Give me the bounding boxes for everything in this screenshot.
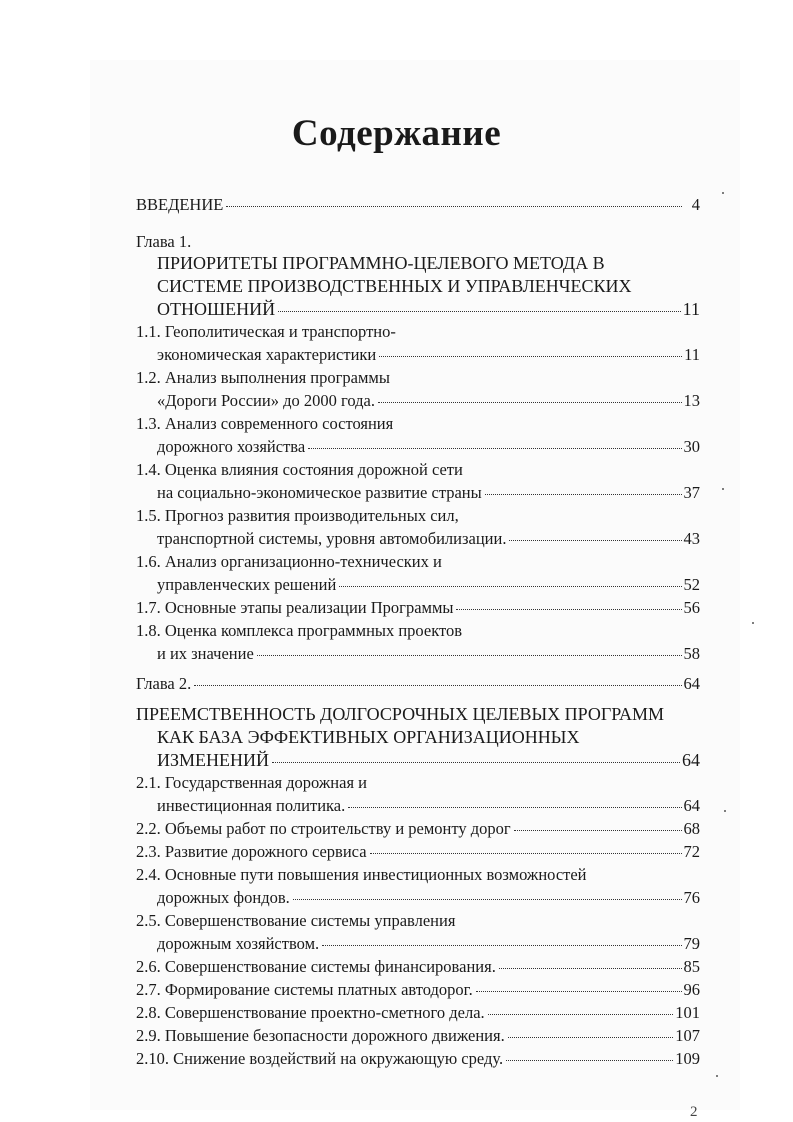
toc-entry[interactable] [136,193,700,217]
toc-entry-text: «Дороги России» до 2000 года. [157,391,375,410]
leader-dots [379,356,682,357]
table-of-contents [136,0,700,1122]
toc-entry-text: 2.4. Основные пути повышения инвестиционных возможностей [136,865,587,884]
toc-entry-text: дорожных фондов. [157,888,290,907]
toc-entry-page: 11 [682,299,700,319]
toc-entry-text: КАК БАЗА ЭФФЕКТИВНЫХ ОРГАНИЗАЦИОННЫХ [157,727,580,747]
toc-entry-page: 109 [675,1049,700,1068]
leader-dots [257,655,682,656]
toc-chapter-title [136,725,700,749]
toc-entry[interactable] [136,573,700,597]
toc-entry[interactable] [136,596,700,620]
toc-entry-page: 79 [683,934,700,953]
toc-entry-text: 1.8. Оценка комплекса программных проектов [136,621,463,640]
toc-entry-text: инвестиционная политика. [157,796,346,815]
toc-entry[interactable] [136,1001,700,1025]
leader-dots [476,991,682,992]
toc-entry-first-line [136,771,700,795]
leader-dots [514,830,682,831]
toc-entry-text: 2.7. Формирование системы платных автодорог. [136,980,473,999]
toc-entry[interactable] [136,978,700,1002]
toc-entry-page: 85 [683,957,700,976]
scan-speck [722,192,724,194]
page-number: 2 [690,1104,698,1120]
toc-entry-first-line [136,619,700,643]
leader-dots [339,586,681,587]
toc-entry-text: Глава 1. [136,232,192,251]
toc-entry-text: ИЗМЕНЕНИЙ [157,750,270,770]
toc-entry-first-line [136,412,700,436]
toc-entry-page: 64 [683,796,700,815]
toc-entry-text: дорожным хозяйством. [157,934,320,953]
leader-dots [272,762,680,763]
toc-entry-text: 2.8. Совершенствование проектно-сметного дела. [136,1003,485,1022]
toc-entry[interactable] [136,817,700,841]
toc-entry-text: Глава 2. [136,674,192,693]
toc-entry-text: 2.9. Повышение безопасности дорожного движения. [136,1026,505,1045]
toc-chapter-title [136,251,700,275]
toc-entry[interactable] [136,886,700,910]
scan-speck [716,1075,718,1077]
toc-entry-page: 13 [683,391,700,410]
toc-entry-text: на социально-экономическое развитие страны [157,483,482,502]
toc-entry[interactable] [136,435,700,459]
leader-dots [508,1037,674,1038]
scan-speck [722,488,724,490]
leader-dots [506,1060,673,1061]
toc-entry[interactable] [136,297,700,321]
leader-dots [194,685,681,686]
toc-entry-text: 1.1. Геополитическая и транспортно- [136,322,396,341]
leader-dots [378,402,682,403]
toc-entry-page: 56 [683,598,700,617]
toc-entry-text: 2.10. Снижение воздействий на окружающую среду. [136,1049,504,1068]
toc-entry-text: дорожного хозяйства [157,437,306,456]
toc-entry-first-line [136,458,700,482]
toc-chapter-title [136,274,700,298]
toc-entry[interactable] [136,1047,700,1071]
toc-entry-text: 1.4. Оценка влияния состояния дорожной сети [136,460,463,479]
leader-dots [278,311,681,312]
toc-entry-text: экономическая характеристики [157,345,377,364]
toc-entry-text: и их значение [157,644,254,663]
toc-entry-text: ПРИОРИТЕТЫ ПРОГРАММНО-ЦЕЛЕВОГО МЕТОДА В [157,253,605,273]
toc-entry-page: 68 [683,819,700,838]
toc-entry[interactable] [136,932,700,956]
toc-entry-page: 107 [675,1026,700,1045]
toc-entry[interactable] [136,1024,700,1048]
toc-entry-first-line [136,320,700,344]
toc-entry-page: 64 [683,674,700,693]
toc-entry[interactable] [136,794,700,818]
toc-entry-page: 101 [675,1003,700,1022]
scan-speck [752,622,754,624]
toc-entry-text: 2.5. Совершенствование системы управления [136,911,456,930]
toc-entry-first-line [136,550,700,574]
toc-entry-text: ВВЕДЕНИЕ [136,195,224,214]
toc-entry-page: 43 [683,529,700,548]
toc-entry[interactable] [136,343,700,367]
toc-entry-text: 1.6. Анализ организационно-технических и [136,552,442,571]
toc-entry[interactable] [136,748,700,772]
toc-entry-page: 64 [682,750,700,770]
leader-dots [348,807,681,808]
toc-entry-page: 52 [683,575,700,594]
toc-entry-text: управленческих решений [157,575,337,594]
toc-entry-text: 2.2. Объемы работ по строительству и ремонту дорог [136,819,511,838]
toc-entry-page: 11 [684,345,700,364]
toc-entry-page: 76 [683,888,700,907]
toc-entry-text: 1.3. Анализ современного состояния [136,414,394,433]
toc-entry-text: 2.3. Развитие дорожного сервиса [136,842,367,861]
leader-dots [509,540,681,541]
toc-entry[interactable] [136,527,700,551]
toc-entry-page: 58 [683,644,700,663]
leader-dots [322,945,681,946]
toc-entry-first-line [136,909,700,933]
toc-entry-first-line [136,366,700,390]
page-title: Содержание [291,113,502,154]
toc-entry-first-line [136,504,700,528]
toc-entry[interactable] [136,672,700,696]
scan-speck [724,810,726,812]
toc-entry[interactable] [136,481,700,505]
toc-entry-page: 37 [683,483,700,502]
leader-dots [499,968,682,969]
leader-dots [293,899,682,900]
leader-dots [370,853,682,854]
toc-entry-text: 1.7. Основные этапы реализации Программы [136,598,454,617]
leader-dots [226,206,682,207]
toc-entry-page: 96 [683,980,700,999]
toc-entry[interactable] [136,642,700,666]
toc-entry-text: 1.2. Анализ выполнения программы [136,368,390,387]
toc-entry[interactable] [136,840,700,864]
toc-entry-text: 2.1. Государственная дорожная и [136,773,367,792]
toc-entry-page: 72 [683,842,700,861]
toc-entry-text: СИСТЕМЕ ПРОИЗВОДСТВЕННЫХ И УПРАВЛЕНЧЕСКИХ [157,276,632,296]
leader-dots [456,609,681,610]
toc-entry-first-line [136,863,700,887]
toc-entry-page: 30 [683,437,700,456]
toc-entry-page: 4 [691,195,700,214]
toc-entry-text: 2.6. Совершенствование системы финансирования. [136,957,496,976]
toc-entry-text: транспортной системы, уровня автомобилизации. [157,529,507,548]
toc-entry-text: 1.5. Прогноз развития производительных сил, [136,506,459,525]
leader-dots [308,448,681,449]
toc-entry-text: ОТНОШЕНИЙ [157,299,276,319]
toc-entry-text: ПРЕЕМСТВЕННОСТЬ ДОЛГОСРОЧНЫХ ЦЕЛЕВЫХ ПРОГРАММ [136,704,665,724]
toc-entry[interactable] [136,389,700,413]
leader-dots [488,1014,674,1015]
toc-chapter-title [136,702,700,726]
leader-dots [485,494,682,495]
toc-entry[interactable] [136,955,700,979]
